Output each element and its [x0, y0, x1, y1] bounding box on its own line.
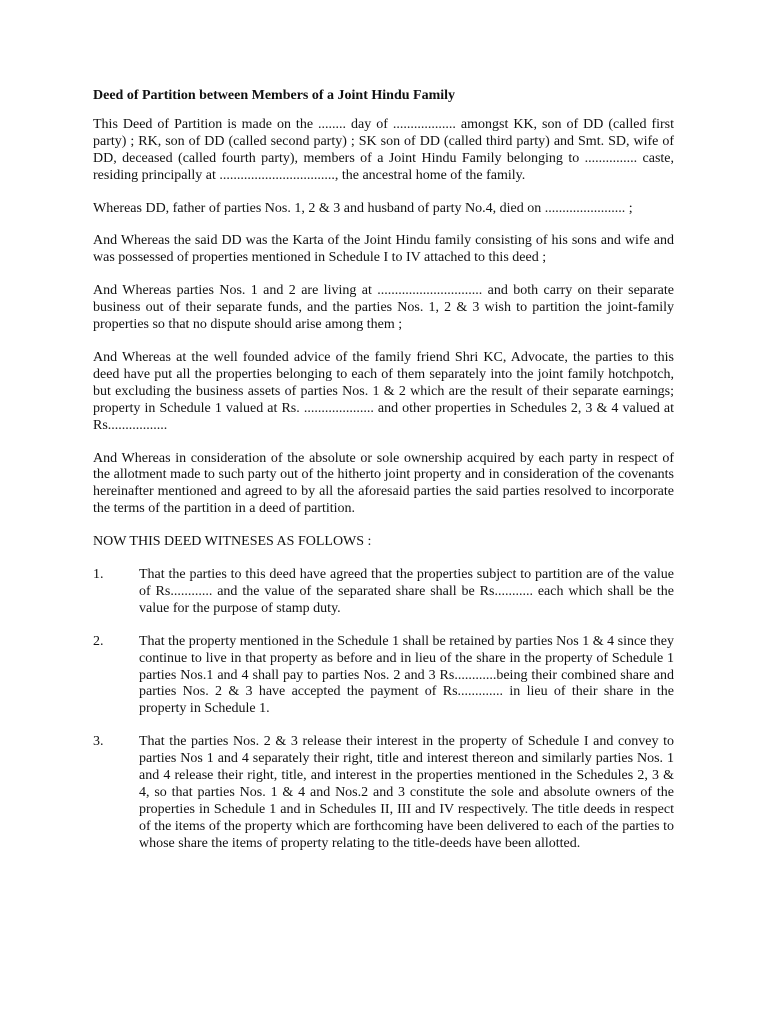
- clause-item: [93, 634, 674, 719]
- clause-text: That the parties to this deed have agreed that the properties subject to partition are of the value of Rs............ and the value of the separated share shall be Rs........... each which shall be the value for the purpose of stamp duty.: [139, 567, 674, 616]
- paragraph-whereas-karta: And Whereas the said DD was the Karta of the Joint Hindu family consisting of his sons and wife and was possessed of properties mentioned in Schedule I to IV attached to this deed ;: [93, 233, 674, 266]
- paragraph-whereas-advice: And Whereas at the well founded advice of the family friend Shri KC, Advocate, the parties to this deed have put all the properties belonging to each of them separately into the joint family hotchpotch, but excluding the business assets of parties Nos. 1 & 2 which are the result of their separate earnings; property in Schedule 1 valued at Rs. .................... and other properties in Schedules 2, 3 & 4 valued at Rs.................: [93, 349, 674, 433]
- witness-heading: NOW THIS DEED WITNESES AS FOLLOWS :: [93, 534, 372, 550]
- paragraph-preamble: This Deed of Partition is made on the ........ day of .................. amongst KK, son of DD (called first party) ; RK, son of DD (called second party) ; SK son of DD (called third party) and Smt. SD, wife of DD, deceased (called fourth party), members of a Joint Hindu Family belonging to ............... caste, residing principally at ................................., the ancestral home of the family.: [93, 116, 674, 183]
- clause-item: [93, 734, 674, 852]
- clause-text: That the parties Nos. 2 & 3 release their interest in the property of Schedule I and convey to parties Nos 1 and 4 separately their right, title and interest thereon and similarly parties Nos. 1 and 4 release their right, title, and interest in the properties mentioned in the Schedules 2, 3 & 4, so that parties Nos. 1 & 4 and Nos.2 and 3 constitute the sole and absolute owners of the properties in Schedule 1 and in Schedules II, III and IV respectively. The title deeds in respect of the items of the property which are forthcoming have been delivered to each of the parties to whose share the items of property relating to the title-deeds have been allotted.: [139, 734, 674, 851]
- clause-number: 1.: [93, 567, 104, 583]
- clause-text: That the property mentioned in the Schedule 1 shall be retained by parties Nos 1 & 4 since they continue to live in that property as before and in lieu of the share in the property of Schedule 1 parties Nos.1 and 4 shall pay to parties Nos. 2 and 3 Rs............being their combined share and parties Nos. 2 & 3 have accepted the payment of Rs............. in lieu of their share in the property in Schedule 1.: [139, 633, 674, 717]
- document-page: [93, 88, 674, 869]
- document-title: Deed of Partition between Members of a Joint Hindu Family: [93, 88, 456, 103]
- clause-number: 2.: [93, 633, 104, 649]
- paragraph-whereas-residence: And Whereas parties Nos. 1 and 2 are living at .............................. and both carry on their separate business out of their separate funds, and the parties Nos. 1, 2 & 3 wish to partition the joint-family properties so that no dispute should arise among them ;: [93, 283, 674, 333]
- paragraph-whereas-consideration: And Whereas in consideration of the absolute or sole ownership acquired by each party in respect of the allotment made to such party out of the hitherto joint property and in consideration of the covenants hereinafter mentioned and agreed to by all the aforesaid parties the said parties resolved to incorporate the terms of the partition in a deed of partition.: [93, 450, 674, 517]
- clause-number: 3.: [93, 734, 104, 750]
- paragraph-whereas-death: Whereas DD, father of parties Nos. 1, 2 & 3 and husband of party No.4, died on ....................... ;: [93, 200, 633, 216]
- clause-item: [93, 567, 674, 618]
